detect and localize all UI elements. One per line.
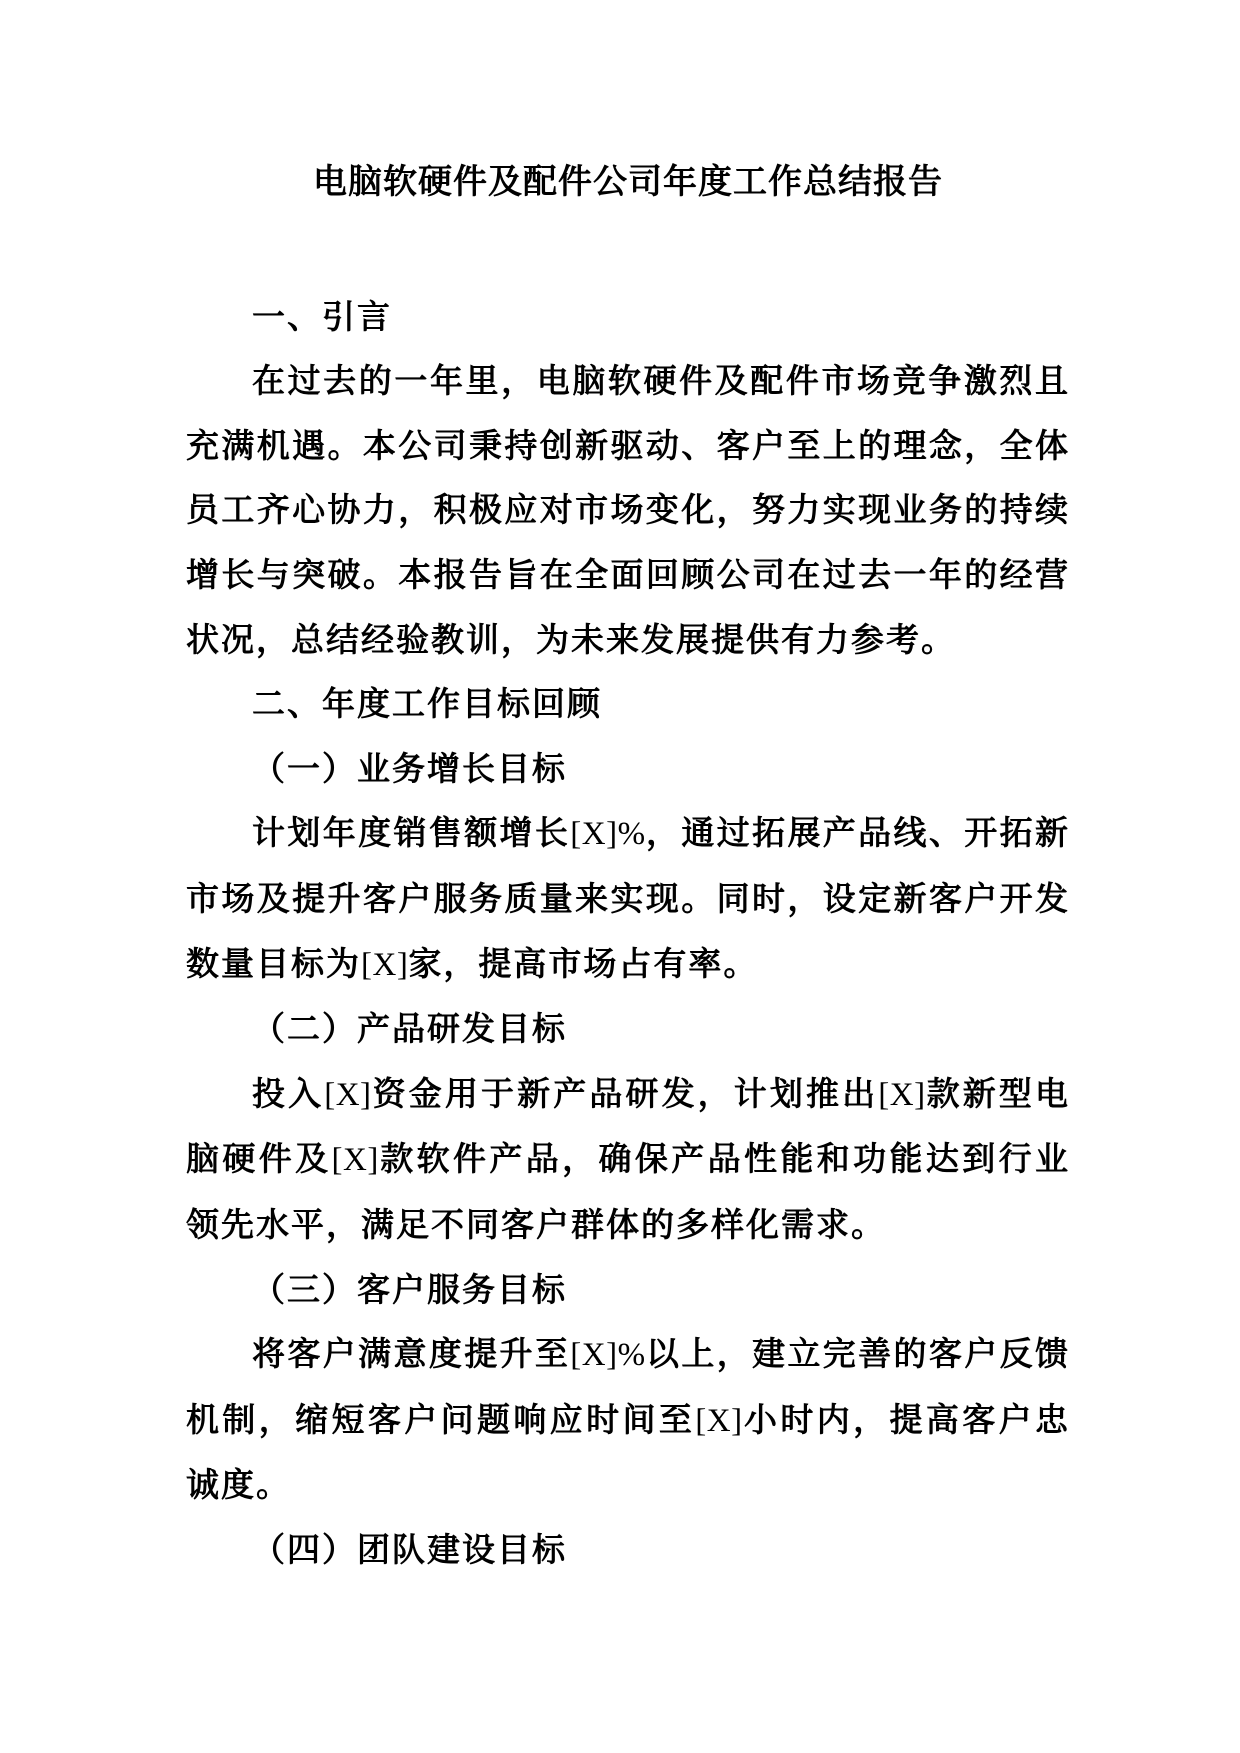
section-heading: （一）业务增长目标: [252, 749, 567, 787]
document-title: 电脑软硬件及配件公司年度工作总结报告: [313, 163, 943, 201]
section-heading: 一、引言: [252, 297, 392, 335]
section-heading: （四）团队建设目标: [252, 1530, 567, 1568]
paragraph: 将客户满意度提升至[X]%以上，建立完善的客户反馈机制，缩短客户问题响应时间至[X]小时内，提高客户忠诚度。: [186, 1335, 1071, 1504]
document-body: [186, 285, 1070, 1583]
paragraph: 投入[X]资金用于新产品研发，计划推出[X]款新型电脑硬件及[X]款软件产品，确保产品性能和功能达到行业领先水平，满足不同客户群体的多样化需求。: [186, 1074, 1071, 1243]
placeholder-value: [X]: [695, 1402, 743, 1439]
placeholder-value: [X]%: [570, 816, 646, 853]
placeholder-value: [X]: [324, 1076, 372, 1113]
placeholder-value: [X]: [361, 946, 409, 983]
placeholder-value: [X]%: [570, 1337, 646, 1374]
paragraph: 在过去的一年里，电脑软硬件及配件市场竞争激烈且充满机遇。本公司秉持创新驱动、客户至上的理念，全体员工齐心协力，积极应对市场变化，努力实现业务的持续增长与突破。本报告旨在全面回顾公司在过去一年的经营状况，总结经验教训，为未来发展提供有力参考。: [186, 362, 1070, 658]
section-heading: （三）客户服务目标: [252, 1270, 567, 1308]
section-heading: （二）产品研发目标: [252, 1010, 567, 1048]
section-heading: 二、年度工作目标回顾: [252, 685, 602, 723]
placeholder-value: [X]: [331, 1142, 379, 1179]
paragraph: 计划年度销售额增长[X]%，通过拓展产品线、开拓新市场及提升客户服务质量来实现。同时，设定新客户开发数量目标为[X]家，提高市场占有率。: [186, 814, 1071, 983]
placeholder-value: [X]: [878, 1076, 926, 1113]
